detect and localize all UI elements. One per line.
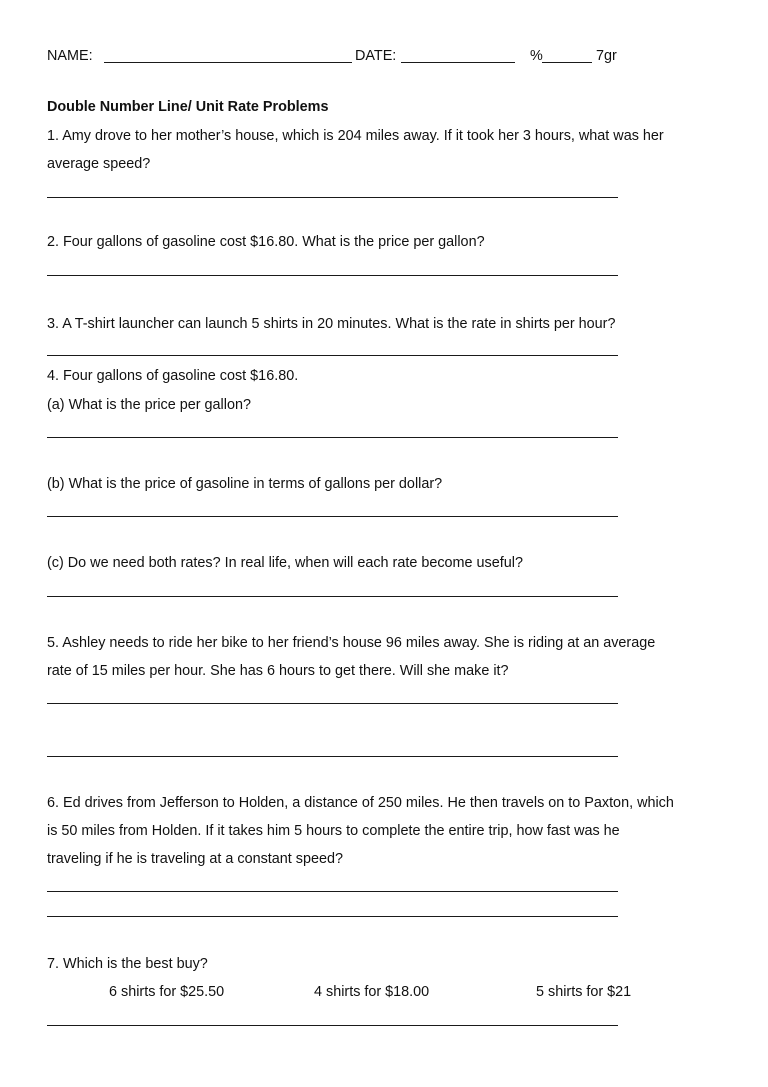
percent-label: %: [530, 48, 543, 64]
answer-line-1[interactable]: [47, 197, 618, 198]
question-4b: (b) What is the price of gasoline in terms of gallons per dollar?: [47, 476, 443, 492]
best-buy-option-1: 6 shirts for $25.50: [109, 984, 225, 1000]
question-5-line-1: 5. Ashley needs to ride her bike to her friend’s house 96 miles away. She is riding at an average: [47, 635, 656, 651]
question-1-line-2: average speed?: [47, 156, 151, 172]
answer-line-3[interactable]: [47, 355, 618, 356]
question-5-line-2: rate of 15 miles per hour. She has 6 hours to get there. Will she make it?: [47, 663, 509, 679]
answer-line-6a[interactable]: [47, 891, 618, 892]
worksheet-title: Double Number Line/ Unit Rate Problems: [47, 99, 329, 115]
question-6-line-1: 6. Ed drives from Jefferson to Holden, a distance of 250 miles. He then travels on to Paxton, which: [47, 795, 674, 811]
question-6-line-2: is 50 miles from Holden. If it takes him 5 hours to complete the entire trip, how fast was he: [47, 823, 620, 839]
question-4-stem: 4. Four gallons of gasoline cost $16.80.: [47, 368, 299, 384]
grade-label: 7gr: [596, 48, 617, 64]
date-label: DATE:: [355, 48, 397, 64]
answer-line-4a[interactable]: [47, 437, 618, 438]
question-4a: (a) What is the price per gallon?: [47, 397, 251, 413]
answer-line-5a[interactable]: [47, 703, 618, 704]
name-field[interactable]: [104, 62, 352, 63]
question-1-line-1: 1. Amy drove to her mother’s house, which is 204 miles away. If it took her 3 hours, what was her: [47, 128, 664, 144]
question-3-line-1: 3. A T-shirt launcher can launch 5 shirts in 20 minutes. What is the rate in shirts per hour?: [47, 316, 616, 332]
percent-field[interactable]: [542, 62, 592, 63]
question-4c: (c) Do we need both rates? In real life, when will each rate become useful?: [47, 555, 523, 571]
question-7-line-1: 7. Which is the best buy?: [47, 956, 208, 972]
answer-line-6b[interactable]: [47, 916, 618, 917]
date-field[interactable]: [401, 62, 515, 63]
answer-line-5b[interactable]: [47, 756, 618, 757]
question-6-line-3: traveling if he is traveling at a constant speed?: [47, 851, 343, 867]
name-label: NAME:: [47, 48, 93, 64]
question-2-line-1: 2. Four gallons of gasoline cost $16.80. What is the price per gallon?: [47, 234, 485, 250]
best-buy-option-2: 4 shirts for $18.00: [314, 984, 430, 1000]
answer-line-4b[interactable]: [47, 516, 618, 517]
best-buy-option-3: 5 shirts for $21: [536, 984, 632, 1000]
answer-line-7[interactable]: [47, 1025, 618, 1026]
answer-line-2[interactable]: [47, 275, 618, 276]
answer-line-4c[interactable]: [47, 596, 618, 597]
